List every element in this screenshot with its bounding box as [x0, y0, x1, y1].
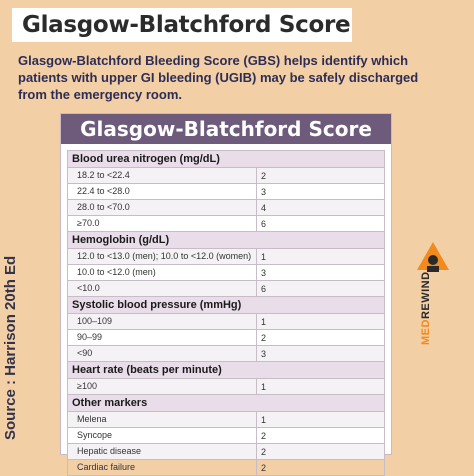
section-header — [68, 395, 385, 412]
score-cell: 1 — [257, 314, 385, 330]
criterion-cell: ≥100 — [68, 379, 257, 395]
table-row — [68, 346, 385, 362]
score-cell: 6 — [257, 281, 385, 297]
criterion-cell: <90 — [68, 346, 257, 362]
score-cell: 2 — [257, 428, 385, 444]
score-cell: 2 — [257, 444, 385, 460]
table-row — [68, 330, 385, 346]
criterion-cell: 100–109 — [68, 314, 257, 330]
criterion-cell: 28.0 to <70.0 — [68, 200, 257, 216]
section-header — [68, 297, 385, 314]
criterion-cell: Cardiac failure — [68, 460, 257, 476]
criterion-cell: 18.2 to <22.4 — [68, 168, 257, 184]
table-row — [68, 249, 385, 265]
section-header — [68, 362, 385, 379]
score-table — [67, 150, 385, 476]
source-label: Source : Harrison 20th Ed — [2, 255, 19, 440]
section-label: Heart rate (beats per minute) — [68, 362, 385, 379]
table-row — [68, 460, 385, 476]
criterion-cell: Melena — [68, 412, 257, 428]
title-box — [12, 8, 352, 42]
table-row — [68, 428, 385, 444]
criterion-cell: 12.0 to <13.0 (men); 10.0 to <12.0 (women) — [68, 249, 257, 265]
score-cell: 1 — [257, 249, 385, 265]
brand-part2: REWIND — [420, 271, 432, 320]
subtitle: Glasgow-Blatchford Bleeding Score (GBS) helps identify which patients with upper GI bleeding (UGIB) may be safely discharged from the emergency room. — [18, 53, 419, 102]
score-cell: 1 — [257, 379, 385, 395]
score-cell: 2 — [257, 168, 385, 184]
score-cell: 4 — [257, 200, 385, 216]
card-title: Glasgow-Blatchford Score — [61, 114, 391, 144]
score-cell: 2 — [257, 330, 385, 346]
table-row — [68, 265, 385, 281]
section-header — [68, 151, 385, 168]
criterion-cell: Hepatic disease — [68, 444, 257, 460]
score-card — [60, 113, 392, 473]
score-cell: 3 — [257, 265, 385, 281]
section-header — [68, 232, 385, 249]
page-title: Glasgow-Blatchford Score — [22, 12, 351, 38]
score-cell: 3 — [257, 346, 385, 362]
table-row — [68, 216, 385, 232]
criterion-cell: 10.0 to <12.0 (men) — [68, 265, 257, 281]
criterion-cell: <10.0 — [68, 281, 257, 297]
table-row — [68, 281, 385, 297]
brand-text — [420, 271, 432, 345]
score-cell: 2 — [257, 460, 385, 476]
table-row — [68, 412, 385, 428]
table-row — [68, 168, 385, 184]
table-row — [68, 314, 385, 330]
criterion-cell: ≥70.0 — [68, 216, 257, 232]
score-cell: 1 — [257, 412, 385, 428]
medrewind-logo-icon — [413, 240, 453, 350]
section-label: Hemoglobin (g/dL) — [68, 232, 385, 249]
criterion-cell: 90–99 — [68, 330, 257, 346]
criterion-cell: 22.4 to <28.0 — [68, 184, 257, 200]
table-row — [68, 444, 385, 460]
score-cell: 6 — [257, 216, 385, 232]
section-label: Blood urea nitrogen (mg/dL) — [68, 151, 385, 168]
score-cell: 3 — [257, 184, 385, 200]
section-label: Other markers — [68, 395, 385, 412]
criterion-cell: Syncope — [68, 428, 257, 444]
section-label: Systolic blood pressure (mmHg) — [68, 297, 385, 314]
brand-part1: MED — [420, 319, 432, 345]
table-row — [68, 200, 385, 216]
table-row — [68, 184, 385, 200]
table-row — [68, 379, 385, 395]
